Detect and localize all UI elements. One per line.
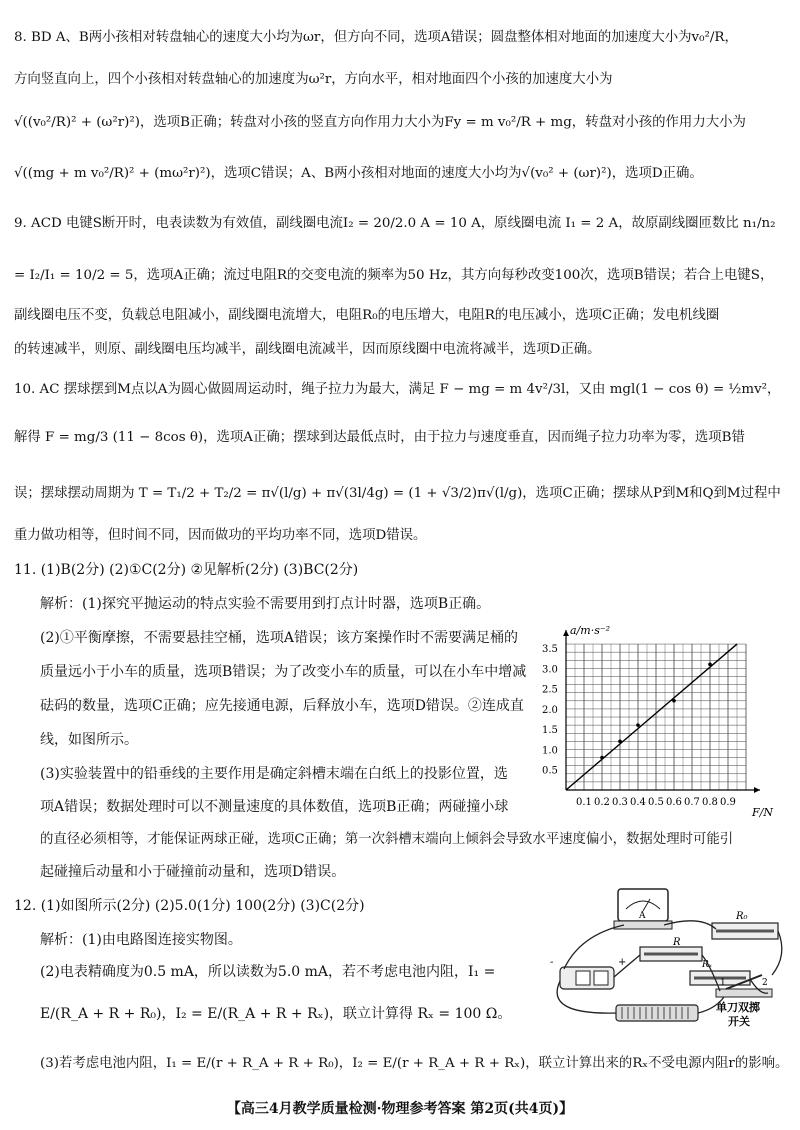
q11-line-7: (3)实验装置中的铅垂线的主要作用是确定斜槽末端在白纸上的投影位置，选 [40,766,508,782]
data-point [672,699,676,703]
graph-x-label: F/N [752,806,773,819]
x-tick-label: 0.8 [702,797,718,808]
q11-line-5: 砝码的数量，选项C正确；应先接通电源，后释放小车，选项D错误。②连成直 [40,698,524,714]
x-tick-label: 0.7 [684,797,700,808]
battery-cell-2 [594,971,608,985]
y-tick-label: 2.0 [542,704,558,716]
q12-line-5: (3)若考虑电池内阻，I₁ = E/(r + R_A + R + R₀)，I₂ = E/(r + R_A + R + Rₓ)，联立计算出来的Rₓ不受电源内阻r的影响。 [40,1056,789,1071]
r-label: R [673,937,681,948]
q11-line-10: 起碰撞后动量和小于碰撞前动量和，选项D错误。 [40,864,346,880]
ammeter-label: A [639,911,646,921]
data-point [600,756,604,760]
rx-label: Rₓ [702,960,712,970]
switch-pos-1: 1 [720,978,726,988]
battery-cell-1 [576,971,590,985]
q12-line-4: E/(R_A + R + R₀)，I₂ = E/(R_A + R + Rₓ)，联立计算得 Rₓ = 100 Ω。 [40,1006,512,1022]
y-tick-label: 1.5 [542,725,558,737]
r0-label: R₀ [736,911,748,922]
q9-line-3: 副线圈电压不变，负载总电阻减小，副线圈电流增大，电阻R₀的电压增大，电阻R的电压减小，选项C正确；发电机线圈 [14,308,720,323]
y-tick-label: 3.5 [542,644,558,656]
x-tick-label: 0.3 [612,797,628,808]
y-tick-label: 3.0 [542,664,558,676]
graph-y-label: a/m·s⁻² [570,624,611,637]
switch-label-1: 单刀双掷 [716,1001,760,1014]
q11-line-3: (2)①平衡摩擦，不需要悬挂空桶，选项A错误；该方案操作时不需要满足桶的 [40,630,518,646]
page-footer: 【高三4月教学质量检测·物理参考答案 第2页(共4页)】 [226,1101,574,1117]
q11-line-9: 的直径必须相等，才能保证两球正碰，选项C正确；第一次斜槽末端向上倾斜会导致水平速度偏小，数据处理时可能引 [40,832,734,847]
q12-line-1: 12. (1)如图所示(2分) (2)5.0(1分) 100(2分) (3)C(2分) [14,898,365,914]
q12-line-2: 解析：(1)由电路图连接实物图。 [40,932,242,948]
q11-line-8: 项A错误；数据处理时可以不测量速度的具体数值，选项B正确；两碰撞小球 [40,799,509,815]
switch-pos-2: 2 [762,978,768,988]
x-tick-label: 0.2 [594,797,610,808]
a-f-graph [530,620,790,830]
x-tick-label: 0.4 [630,797,646,808]
q8-line-1: 8. BD A、B两小孩相对转盘轴心的速度大小均为ωr，但方向不同，选项A错误；圆盘整体相对地面的加速度大小为v₀²/R， [14,30,738,45]
circuit-figure [540,885,790,1035]
data-point [618,740,622,744]
y-tick-label: 1.0 [542,745,558,757]
y-tick-label: 2.5 [542,684,558,696]
y-axis-arrow [563,630,569,636]
data-point [708,663,712,667]
x-tick-label: 0.9 [720,797,736,808]
q8-line-2: 方向竖直向上，四个小孩相对转盘轴心的加速度为ω²r，方向水平，相对地面四个小孩的加速度大小为 [14,72,613,87]
q10-line-4: 重力做功相等，但时间不同，因而做功的平均功率不同，选项D错误。 [14,528,427,543]
q11-line-4: 质量远小于小车的质量，选项B错误；为了改变小车的质量，可以在小车中增减 [40,664,527,680]
q11-line-2: 解析：(1)探究平抛运动的特点实验不需要用到打点计时器，选项B正确。 [40,596,491,612]
q10-line-1: 10. AC 摆球摆到M点以A为圆心做圆周运动时，绳子拉力为最大，满足 F − mg = m 4v²/3l，又由 mgl(1 − cos θ) = ½mv²， [14,382,781,397]
x-tick-label: 0.6 [666,797,682,808]
q9-line-2: = I₂/I₁ = 10/2 = 5，选项A正确；流过电阻R的交变电流的频率为50 Hz，其方向每秒改变100次，选项B错误；若合上电键S， [14,268,774,283]
x-tick-label: 0.5 [648,797,664,808]
x-axis-arrow [754,787,760,793]
q12-line-3: (2)电表精确度为0.5 mA，所以读数为5.0 mA，若不考虑电池内阻，I₁ = [40,964,496,980]
graph-grid [566,644,746,790]
q8-line-4: √((mg + m v₀²/R)² + (mω²r)²)，选项C错误；A、B两小孩相对地面的速度大小均为√(v₀² + (ωr)²)，选项D正确。 [14,166,703,181]
switch-label-2: 开关 [728,1015,750,1028]
q11-line-1: 11. (1)B(2分) (2)①C(2分) ②见解析(2分) (3)BC(2分) [14,562,359,578]
graph-axes [563,630,760,793]
y-tick-label: 0.5 [542,765,558,777]
q9-line-1: 9. ACD 电键S断开时，电表读数为有效值，副线圈电流I₂ = 20/2.0 A = 10 A，原线圈电流 I₁ = 2 A，故原副线圈匝数比 n₁/n₂ [14,216,776,231]
x-tick-label: 0.1 [576,797,592,808]
battery-plus: + [618,957,627,968]
battery-minus: - [550,957,554,968]
q8-line-3: √((v₀²/R)² + (ω²r)²)，选项B正确；转盘对小孩的竖直方向作用力大小为Fy = m v₀²/R + mg，转盘对小孩的作用力大小为 [14,115,746,130]
q10-line-2: 解得 F = mg/3 (11 − 8cos θ)，选项A正确；摆球到达最低点时，由于拉力与速度垂直，因而绳子拉力功率为零，选项B错 [14,430,745,445]
q11-line-6: 线，如图所示。 [40,732,138,748]
q9-line-4: 的转速减半，则原、副线圈电压均减半，副线圈电流减半，因而原线圈中电流将减半，选项D正确。 [14,342,601,357]
q10-line-3: 误；摆球摆动周期为 T = T₁/2 + T₂/2 = π√(l/g) + π√(3l/4g) = (1 + √3/2)π√(l/g)，选项C正确；摆球从P到M和Q到M过程中 [14,486,781,501]
data-point [636,723,640,727]
